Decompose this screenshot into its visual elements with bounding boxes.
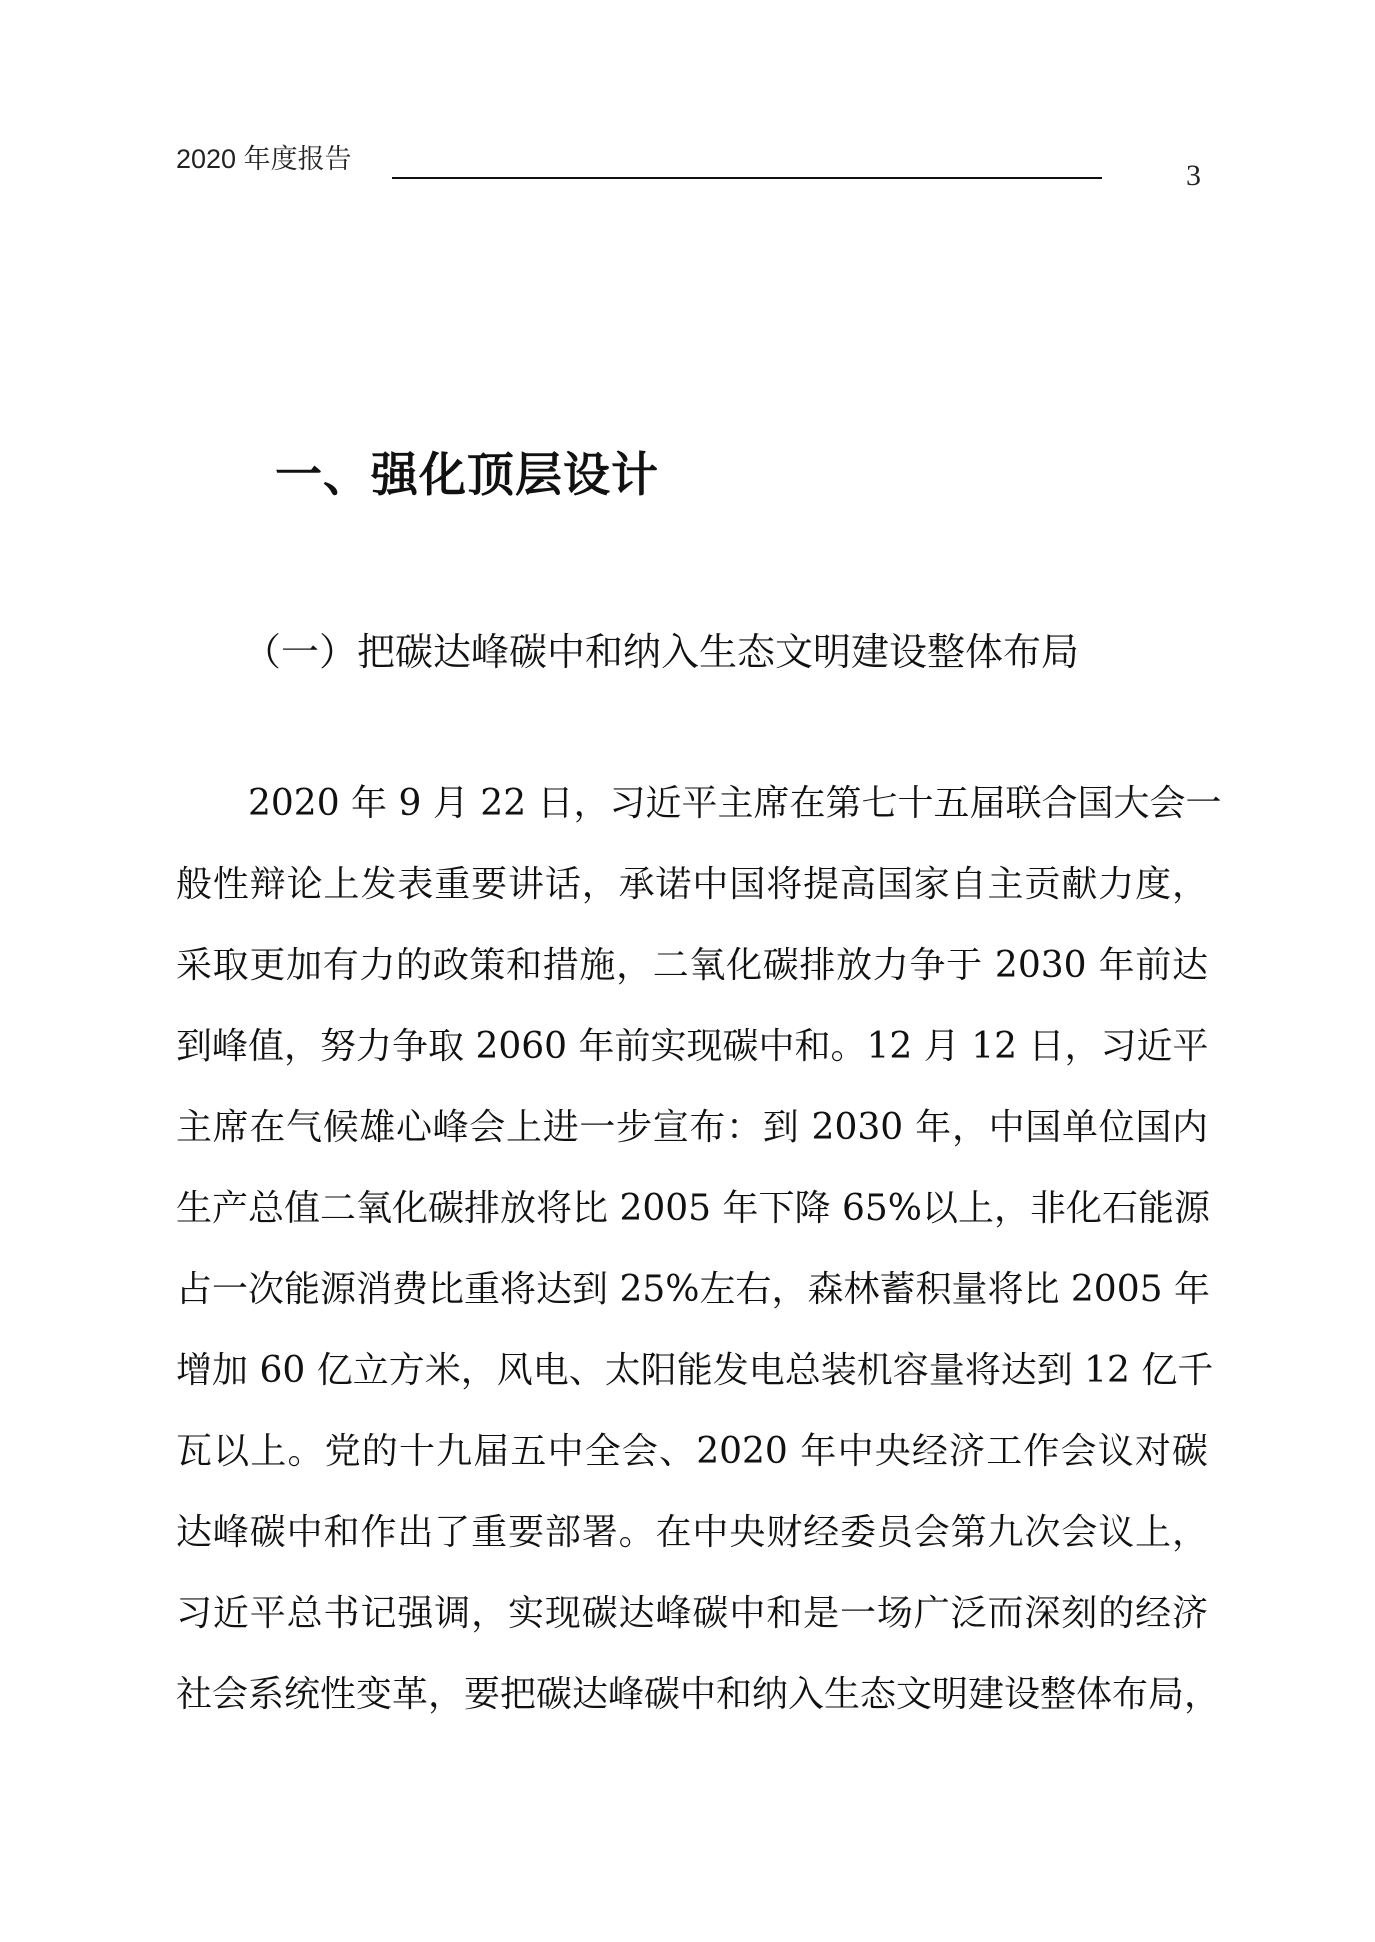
- paragraph-line: 达峰碳中和作出了重要部署。在中央财经委员会第九次会议上，: [176, 1512, 1208, 1553]
- paragraph-line: 采取更加有力的政策和措施，二氧化碳排放力争于 2030 年前达: [176, 945, 1208, 986]
- page-number: 3: [1186, 159, 1201, 192]
- paragraph-line: 到峰值，努力争取 2060 年前实现碳中和。12 月 12 日，习近平: [176, 1026, 1209, 1067]
- paragraph-line: 占一次能源消费比重将达到 25%左右，森林蓄积量将比 2005 年: [176, 1269, 1210, 1310]
- paragraph-line: 瓦以上。党的十九届五中全会、2020 年中央经济工作会议对碳: [176, 1431, 1208, 1472]
- paragraph-line: 主席在气候雄心峰会上进一步宣布：到 2030 年，中国单位国内: [176, 1107, 1208, 1148]
- subsection-heading: （一）把碳达峰碳中和纳入生态文明建设整体布局: [243, 630, 1080, 674]
- paragraph-line: 般性辩论上发表重要讲话，承诺中国将提高国家自主贡献力度，: [176, 864, 1208, 905]
- paragraph-line: 2020 年 9 月 22 日，习近平主席在第七十五届联合国大会一: [248, 783, 1222, 824]
- body-paragraph: [176, 763, 1222, 1735]
- paragraph-line: 生产总值二氧化碳排放将比 2005 年下降 65%以上，非化石能源: [176, 1188, 1210, 1229]
- section-heading: 一、强化顶层设计: [275, 448, 659, 503]
- report-header-title: 2020 年度报告: [176, 144, 352, 174]
- paragraph-line: 增加 60 亿立方米，风电、太阳能发电总装机容量将达到 12 亿千: [176, 1350, 1214, 1391]
- paragraph-line: 社会系统性变革，要把碳达峰碳中和纳入生态文明建设整体布局，: [176, 1674, 1221, 1715]
- header-divider: [392, 177, 1102, 179]
- paragraph-line: 习近平总书记强调，实现碳达峰碳中和是一场广泛而深刻的经济: [176, 1593, 1208, 1634]
